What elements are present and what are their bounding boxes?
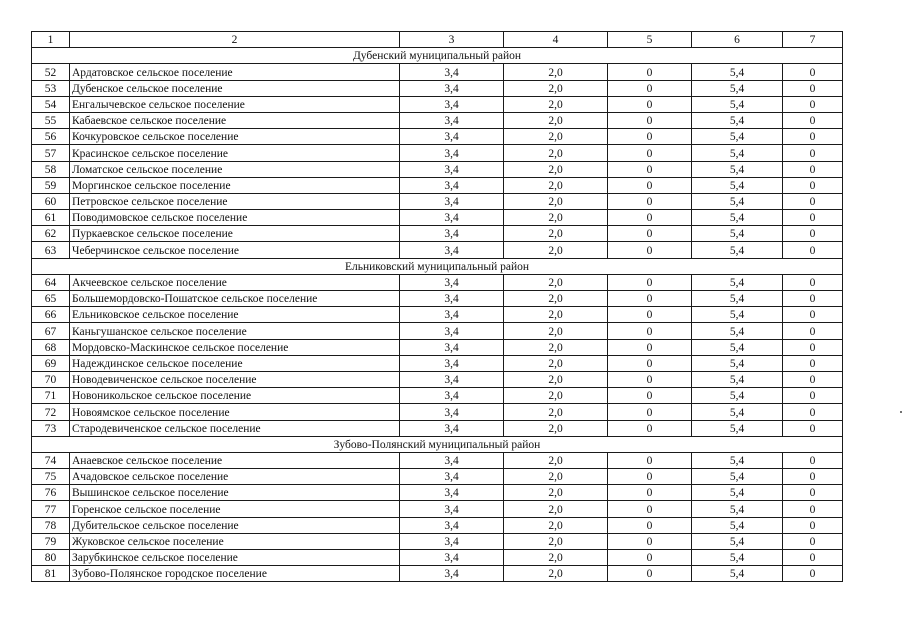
row-number: 57 [32, 145, 70, 161]
value-col-3: 3,4 [400, 291, 504, 307]
table-row [32, 210, 843, 226]
row-number: 63 [32, 242, 70, 258]
value-col-4: 2,0 [504, 210, 608, 226]
value-col-7: 0 [783, 517, 843, 533]
value-col-7: 0 [783, 64, 843, 80]
value-col-3: 3,4 [400, 242, 504, 258]
value-col-5: 0 [608, 161, 692, 177]
value-col-4: 2,0 [504, 355, 608, 371]
value-col-3: 3,4 [400, 550, 504, 566]
value-col-7: 0 [783, 566, 843, 582]
value-col-4: 2,0 [504, 193, 608, 209]
value-col-3: 3,4 [400, 404, 504, 420]
value-col-4: 2,0 [504, 307, 608, 323]
row-number: 67 [32, 323, 70, 339]
value-col-6: 5,4 [692, 80, 783, 96]
row-number: 70 [32, 371, 70, 387]
settlement-name: Акчеевское сельское поселение [70, 274, 400, 290]
value-col-4: 2,0 [504, 323, 608, 339]
value-col-5: 0 [608, 226, 692, 242]
value-col-7: 0 [783, 274, 843, 290]
row-number: 62 [32, 226, 70, 242]
value-col-3: 3,4 [400, 80, 504, 96]
column-header: 1 [32, 32, 70, 48]
table-row [32, 161, 843, 177]
row-number: 61 [32, 210, 70, 226]
row-number: 78 [32, 517, 70, 533]
value-col-5: 0 [608, 501, 692, 517]
settlement-name: Ельниковское сельское поселение [70, 307, 400, 323]
value-col-3: 3,4 [400, 307, 504, 323]
settlement-name: Вышинское сельское поселение [70, 485, 400, 501]
section-row [32, 48, 843, 64]
value-col-6: 5,4 [692, 161, 783, 177]
row-number: 71 [32, 388, 70, 404]
settlement-name: Жуковское сельское поселение [70, 533, 400, 549]
row-number: 64 [32, 274, 70, 290]
table-row [32, 112, 843, 128]
value-col-6: 5,4 [692, 533, 783, 549]
settlement-name: Ломатское сельское поселение [70, 161, 400, 177]
value-col-7: 0 [783, 80, 843, 96]
value-col-7: 0 [783, 388, 843, 404]
value-col-5: 0 [608, 355, 692, 371]
value-col-6: 5,4 [692, 193, 783, 209]
value-col-4: 2,0 [504, 517, 608, 533]
value-col-4: 2,0 [504, 420, 608, 436]
value-col-6: 5,4 [692, 145, 783, 161]
value-col-5: 0 [608, 388, 692, 404]
value-col-3: 3,4 [400, 339, 504, 355]
value-col-6: 5,4 [692, 129, 783, 145]
row-number: 68 [32, 339, 70, 355]
value-col-3: 3,4 [400, 517, 504, 533]
table-row [32, 452, 843, 468]
value-col-7: 0 [783, 355, 843, 371]
settlement-name: Петровское сельское поселение [70, 193, 400, 209]
value-col-4: 2,0 [504, 550, 608, 566]
value-col-5: 0 [608, 96, 692, 112]
value-col-6: 5,4 [692, 64, 783, 80]
value-col-5: 0 [608, 307, 692, 323]
settlement-name: Кабаевское сельское поселение [70, 112, 400, 128]
value-col-7: 0 [783, 452, 843, 468]
value-col-5: 0 [608, 64, 692, 80]
value-col-6: 5,4 [692, 420, 783, 436]
value-col-4: 2,0 [504, 339, 608, 355]
value-col-7: 0 [783, 420, 843, 436]
value-col-5: 0 [608, 420, 692, 436]
value-col-7: 0 [783, 323, 843, 339]
value-col-3: 3,4 [400, 371, 504, 387]
value-col-3: 3,4 [400, 210, 504, 226]
table-row [32, 550, 843, 566]
value-col-7: 0 [783, 226, 843, 242]
column-header: 6 [692, 32, 783, 48]
value-col-6: 5,4 [692, 550, 783, 566]
value-col-3: 3,4 [400, 485, 504, 501]
value-col-7: 0 [783, 291, 843, 307]
value-col-3: 3,4 [400, 96, 504, 112]
table-row [32, 388, 843, 404]
value-col-4: 2,0 [504, 404, 608, 420]
settlement-name: Большемордовско-Пошатское сельское поселение [70, 291, 400, 307]
value-col-3: 3,4 [400, 533, 504, 549]
value-col-7: 0 [783, 129, 843, 145]
value-col-5: 0 [608, 469, 692, 485]
row-number: 77 [32, 501, 70, 517]
table-row [32, 80, 843, 96]
value-col-4: 2,0 [504, 388, 608, 404]
value-col-3: 3,4 [400, 355, 504, 371]
settlement-name: Зарубкинское сельское поселение [70, 550, 400, 566]
row-number: 54 [32, 96, 70, 112]
value-col-3: 3,4 [400, 388, 504, 404]
value-col-7: 0 [783, 533, 843, 549]
value-col-3: 3,4 [400, 161, 504, 177]
value-col-6: 5,4 [692, 371, 783, 387]
value-col-4: 2,0 [504, 96, 608, 112]
column-header: 4 [504, 32, 608, 48]
column-header: 3 [400, 32, 504, 48]
value-col-6: 5,4 [692, 501, 783, 517]
table-row [32, 355, 843, 371]
settlement-name: Новоникольское сельское поселение [70, 388, 400, 404]
value-col-7: 0 [783, 210, 843, 226]
value-col-3: 3,4 [400, 226, 504, 242]
value-col-5: 0 [608, 129, 692, 145]
value-col-7: 0 [783, 404, 843, 420]
row-number: 59 [32, 177, 70, 193]
settlement-name: Зубово-Полянское городское поселение [70, 566, 400, 582]
row-number: 53 [32, 80, 70, 96]
row-number: 69 [32, 355, 70, 371]
table-body [32, 32, 843, 582]
value-col-4: 2,0 [504, 80, 608, 96]
value-col-4: 2,0 [504, 566, 608, 582]
value-col-3: 3,4 [400, 501, 504, 517]
row-number: 56 [32, 129, 70, 145]
value-col-7: 0 [783, 112, 843, 128]
value-col-4: 2,0 [504, 64, 608, 80]
value-col-7: 0 [783, 339, 843, 355]
row-number: 58 [32, 161, 70, 177]
value-col-6: 5,4 [692, 452, 783, 468]
table-row [32, 533, 843, 549]
row-number: 66 [32, 307, 70, 323]
value-col-7: 0 [783, 371, 843, 387]
settlement-name: Стародевиченское сельское поселение [70, 420, 400, 436]
settlement-name: Красинское сельское поселение [70, 145, 400, 161]
table-row [32, 323, 843, 339]
row-number: 76 [32, 485, 70, 501]
value-col-6: 5,4 [692, 323, 783, 339]
value-col-5: 0 [608, 145, 692, 161]
table-row [32, 371, 843, 387]
settlement-name: Анаевское сельское поселение [70, 452, 400, 468]
value-col-7: 0 [783, 193, 843, 209]
table-row [32, 404, 843, 420]
value-col-5: 0 [608, 533, 692, 549]
column-header: 7 [783, 32, 843, 48]
table-row [32, 145, 843, 161]
value-col-4: 2,0 [504, 177, 608, 193]
value-col-3: 3,4 [400, 323, 504, 339]
value-col-5: 0 [608, 550, 692, 566]
table-row [32, 193, 843, 209]
value-col-4: 2,0 [504, 371, 608, 387]
value-col-7: 0 [783, 550, 843, 566]
table-row [32, 274, 843, 290]
value-col-6: 5,4 [692, 566, 783, 582]
value-col-5: 0 [608, 566, 692, 582]
settlement-name: Новодевиченское сельское поселение [70, 371, 400, 387]
settlement-name: Ачадовское сельское поселение [70, 469, 400, 485]
value-col-4: 2,0 [504, 112, 608, 128]
value-col-6: 5,4 [692, 469, 783, 485]
value-col-6: 5,4 [692, 226, 783, 242]
row-number: 55 [32, 112, 70, 128]
table-row [32, 566, 843, 582]
row-number: 80 [32, 550, 70, 566]
value-col-3: 3,4 [400, 193, 504, 209]
table-row [32, 129, 843, 145]
row-number: 72 [32, 404, 70, 420]
table-row [32, 517, 843, 533]
table-row [32, 420, 843, 436]
settlement-name: Поводимовское сельское поселение [70, 210, 400, 226]
table-row [32, 64, 843, 80]
value-col-7: 0 [783, 501, 843, 517]
value-col-4: 2,0 [504, 274, 608, 290]
row-number: 65 [32, 291, 70, 307]
table-row [32, 242, 843, 258]
value-col-4: 2,0 [504, 129, 608, 145]
value-col-6: 5,4 [692, 404, 783, 420]
value-col-7: 0 [783, 242, 843, 258]
value-col-6: 5,4 [692, 388, 783, 404]
value-col-4: 2,0 [504, 226, 608, 242]
value-col-7: 0 [783, 469, 843, 485]
value-col-3: 3,4 [400, 145, 504, 161]
value-col-6: 5,4 [692, 485, 783, 501]
section-row [32, 258, 843, 274]
row-number: 81 [32, 566, 70, 582]
value-col-4: 2,0 [504, 485, 608, 501]
settlement-name: Енгалычевское сельское поселение [70, 96, 400, 112]
table-row [32, 339, 843, 355]
value-col-6: 5,4 [692, 274, 783, 290]
value-col-7: 0 [783, 96, 843, 112]
settlements-table [31, 31, 843, 582]
value-col-4: 2,0 [504, 242, 608, 258]
value-col-5: 0 [608, 452, 692, 468]
section-title: Дубенский муниципальный район [32, 48, 843, 64]
table-row [32, 96, 843, 112]
row-number: 75 [32, 469, 70, 485]
value-col-5: 0 [608, 210, 692, 226]
table-row [32, 177, 843, 193]
section-row [32, 436, 843, 452]
value-col-5: 0 [608, 339, 692, 355]
row-number: 60 [32, 193, 70, 209]
row-number: 79 [32, 533, 70, 549]
value-col-5: 0 [608, 274, 692, 290]
settlement-name: Каньгушанское сельское поселение [70, 323, 400, 339]
value-col-5: 0 [608, 517, 692, 533]
column-header: 5 [608, 32, 692, 48]
value-col-6: 5,4 [692, 177, 783, 193]
value-col-5: 0 [608, 323, 692, 339]
value-col-6: 5,4 [692, 96, 783, 112]
value-col-4: 2,0 [504, 533, 608, 549]
value-col-7: 0 [783, 161, 843, 177]
settlement-name: Ардатовское сельское поселение [70, 64, 400, 80]
value-col-6: 5,4 [692, 291, 783, 307]
value-col-5: 0 [608, 80, 692, 96]
value-col-5: 0 [608, 242, 692, 258]
table-row [32, 501, 843, 517]
settlement-name: Моргинское сельское поселение [70, 177, 400, 193]
value-col-7: 0 [783, 307, 843, 323]
value-col-6: 5,4 [692, 210, 783, 226]
section-title: Зубово-Полянский муниципальный район [32, 436, 843, 452]
settlement-name: Чеберчинское сельское поселение [70, 242, 400, 258]
value-col-6: 5,4 [692, 112, 783, 128]
value-col-3: 3,4 [400, 420, 504, 436]
settlement-name: Дубенское сельское поселение [70, 80, 400, 96]
value-col-6: 5,4 [692, 242, 783, 258]
value-col-3: 3,4 [400, 129, 504, 145]
value-col-4: 2,0 [504, 469, 608, 485]
value-col-3: 3,4 [400, 274, 504, 290]
value-col-5: 0 [608, 193, 692, 209]
value-col-4: 2,0 [504, 501, 608, 517]
table-row [32, 469, 843, 485]
settlement-name: Новоямское сельское поселение [70, 404, 400, 420]
table-row [32, 485, 843, 501]
value-col-5: 0 [608, 404, 692, 420]
value-col-5: 0 [608, 112, 692, 128]
settlement-name: Горенское сельское поселение [70, 501, 400, 517]
settlement-name: Пуркаевское сельское поселение [70, 226, 400, 242]
value-col-5: 0 [608, 371, 692, 387]
settlement-name: Кочкуровское сельское поселение [70, 129, 400, 145]
row-number: 74 [32, 452, 70, 468]
value-col-4: 2,0 [504, 145, 608, 161]
scan-speck [900, 411, 902, 413]
value-col-3: 3,4 [400, 177, 504, 193]
value-col-7: 0 [783, 485, 843, 501]
section-title: Ельниковский муниципальный район [32, 258, 843, 274]
value-col-4: 2,0 [504, 291, 608, 307]
row-number: 73 [32, 420, 70, 436]
value-col-3: 3,4 [400, 469, 504, 485]
table-row [32, 226, 843, 242]
value-col-5: 0 [608, 485, 692, 501]
value-col-6: 5,4 [692, 307, 783, 323]
value-col-6: 5,4 [692, 339, 783, 355]
value-col-3: 3,4 [400, 64, 504, 80]
settlement-name: Дубительское сельское поселение [70, 517, 400, 533]
value-col-3: 3,4 [400, 566, 504, 582]
column-header: 2 [70, 32, 400, 48]
value-col-3: 3,4 [400, 112, 504, 128]
settlement-name: Надеждинское сельское поселение [70, 355, 400, 371]
settlement-name: Мордовско-Маскинское сельское поселение [70, 339, 400, 355]
value-col-6: 5,4 [692, 517, 783, 533]
value-col-7: 0 [783, 145, 843, 161]
value-col-4: 2,0 [504, 452, 608, 468]
value-col-3: 3,4 [400, 452, 504, 468]
value-col-4: 2,0 [504, 161, 608, 177]
value-col-7: 0 [783, 177, 843, 193]
column-header-row [32, 32, 843, 48]
value-col-5: 0 [608, 177, 692, 193]
table-row [32, 291, 843, 307]
value-col-6: 5,4 [692, 355, 783, 371]
row-number: 52 [32, 64, 70, 80]
table-row [32, 307, 843, 323]
value-col-5: 0 [608, 291, 692, 307]
